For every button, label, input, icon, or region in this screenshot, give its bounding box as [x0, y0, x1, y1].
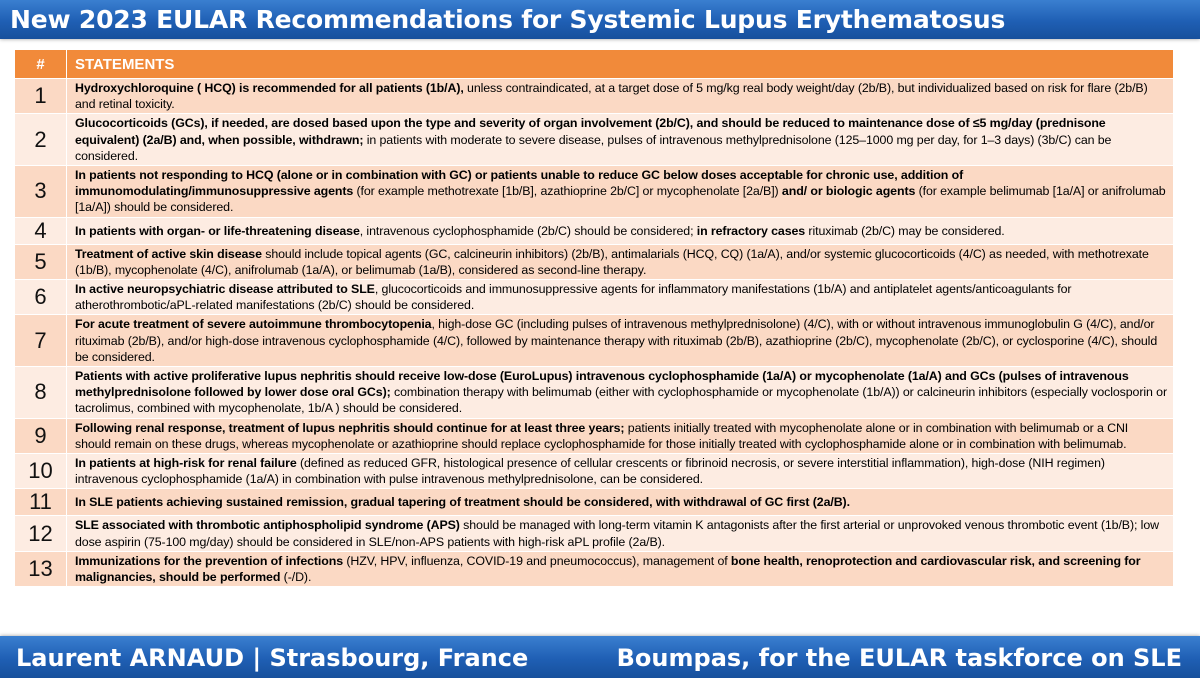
table-row	[15, 166, 1174, 218]
statement-bold-text: In patients not responding to HCQ (alone or in combination with GC) or patients unable to reduce GC below doses acceptable for chronic use, addition of immunomodulating/immunosuppressive agents	[75, 168, 964, 199]
statement-bold-text: In patients with organ- or life-threatening disease	[75, 223, 360, 238]
statement-bold-text: Glucocorticoids (GCs), if needed, are dosed based upon the type and severity of organ involvement (2b/C), and should be reduced to maintenance dose of ≤5 mg/day (prednisone equivalent) (2a/B) and, when possible, withdrawn;	[75, 116, 1106, 147]
table-header-row	[15, 50, 1174, 79]
recommendation-number: 9	[15, 418, 67, 453]
recommendations-table-container	[14, 49, 1173, 587]
recommendation-statement	[67, 551, 1174, 586]
recommendation-statement	[67, 315, 1174, 367]
recommendation-statement	[67, 454, 1174, 489]
statement-bold-text: In patients at high-risk for renal failure	[75, 456, 297, 471]
author-credit: Laurent ARNAUD | Strasbourg, France	[16, 644, 529, 672]
statement-text: patients initially treated with mycophenolate alone or in combination with belimumab or a CNI should remain on these drugs, whereas mycophenolate or azathioprine should replace cyclophosphamide for those initially treated with cyclophosphamide alone or in combination with belimumab.	[75, 420, 1129, 451]
table-row	[15, 280, 1174, 315]
statement-text: (defined as reduced GFR, histological presence of cellular crescents or fibrinoid necrosis, or severe interstitial inflammation), high-dose (NIH regimen) intravenous cyclophosphamide (1a/A) in combination with pulse intravenous methylprednisolone, can be considered.	[75, 456, 1105, 487]
statement-text: (for example methotrexate [1b/B], azathioprine 2b/C] or mycophenolate [2a/B])	[353, 184, 779, 199]
statement-text: should include topical agents (GC, calcineurin inhibitors) (2b/B), antimalarials (HCQ, CQ) (1a/A), and/or systemic glucocorticoids (4/C) as needed, with methotrexate (1b/B), mycophenolate (4/C), anifrolumab (1a/A), or belimumab (1a/B), considered as second-line therapy.	[75, 246, 1149, 277]
statement-text: rituximab (2b/C) may be considered.	[805, 223, 1005, 238]
table-row	[15, 114, 1174, 166]
recommendation-statement	[67, 217, 1174, 244]
recommendation-statement	[67, 418, 1174, 453]
statement-bold-text: For acute treatment of severe autoimmune thrombocytopenia	[75, 317, 432, 332]
statement-bold-text: and/ or biologic agents	[778, 184, 916, 199]
statement-bold-text: SLE associated with thrombotic antiphospholipid syndrome (APS)	[75, 518, 460, 533]
recommendation-statement	[67, 79, 1174, 114]
recommendation-statement	[67, 516, 1174, 551]
table-row	[15, 489, 1174, 516]
recommendations-table	[14, 49, 1174, 587]
statement-bold-text: bone health, renoprotection and cardiovascular risk, and screening for malignancies, should be performed	[75, 553, 1141, 585]
table-row	[15, 367, 1174, 419]
recommendation-number: 4	[15, 217, 67, 244]
statement-text: unless contraindicated, at a target dose of 5 mg/kg real body weight/day (2b/B), but individualized based on risk for flare (2b/B) and retinal toxicity.	[75, 81, 1148, 112]
recommendation-statement	[67, 114, 1174, 166]
statement-text: in patients with moderate to severe disease, pulses of intravenous methylprednisolone (125–1000 mg per day, for 1–3 days) (3b/C) can be considered.	[75, 132, 1112, 163]
table-row	[15, 454, 1174, 489]
statement-bold-text: Hydroxychloroquine ( HCQ) is recommended for all patients (1b/A),	[75, 81, 464, 95]
statement-bold-text: Patients with active proliferative lupus nephritis should receive low-dose (EuroLupus) intravenous cyclophosphamide (1a/A) or mycophenolate (1a/A) and GCs (pulses of intravenous methylprednisolone followed by lower dose oral GCs);	[75, 369, 1129, 400]
table-row	[15, 551, 1174, 586]
title-banner	[0, 0, 1200, 39]
recommendation-number: 11	[15, 489, 67, 516]
source-credit: Boumpas, for the EULAR taskforce on SLE	[616, 644, 1182, 672]
recommendation-statement	[67, 280, 1174, 315]
table-row	[15, 244, 1174, 279]
statement-bold-text: Following renal response, treatment of lupus nephritis should continue for at least three years;	[75, 420, 625, 435]
recommendation-number: 3	[15, 166, 67, 218]
statement-text: combination therapy with belimumab (either with cyclophosphamide or mycophenolate (1b/A)) or calcineurin inhibitors (especially voclosporin or tacrolimus, combined with mycophenolate, 1b/A ) should be considered.	[75, 385, 1167, 416]
statement-bold-text: In active neuropsychiatric disease attributed to SLE	[75, 282, 375, 297]
statement-text: (for example belimumab [1a/A] or anifrolumab [1a/A]) should be considered.	[75, 184, 1166, 215]
statement-text: should be managed with long-term vitamin K antagonists after the first arterial or unprovoked venous thrombotic event (1b/B); low dose aspirin (75-100 mg/day) should be considered in SLE/non-APS patients with high-risk aPL profile (2a/B).	[75, 518, 1159, 549]
statement-text: (HZV, HPV, influenza, COVID-19 and pneumococcus), management of	[343, 553, 731, 568]
column-header-statements: STATEMENTS	[67, 50, 1174, 79]
statement-text: , glucocorticoids and immunosuppressive agents for inflammatory manifestations (1b/A) and antiplatelet agents/anticoagulants for atherothrombotic/aPL-related manifestations (2b/C) should be considered.	[75, 282, 1072, 313]
table-row	[15, 315, 1174, 367]
recommendation-number: 2	[15, 114, 67, 166]
recommendation-number: 8	[15, 367, 67, 419]
statement-text: , high-dose GC (including pulses of intravenous methylprednisolone) (4/C), with or without intravenous immunoglobulin G (4/C), and/or rituximab (2b/B), and/or high-dose intravenous cyclophosphamide (4/C), followed by maintenance therapy with rituximab (2b/B), azathioprine (2b/C), mycophenolate (2b/C), or cyclosporine (4/C), should be considered.	[75, 317, 1158, 364]
statement-text: (-/D).	[280, 570, 312, 585]
statement-bold-text: In SLE patients achieving sustained remission, gradual tapering of treatment should be considered, with withdrawal of GC first (2a/B).	[75, 495, 850, 510]
recommendation-statement	[67, 489, 1174, 516]
recommendation-number: 6	[15, 280, 67, 315]
page-title: New 2023 EULAR Recommendations for Systemic Lupus Erythematosus	[10, 5, 1006, 34]
table-row	[15, 516, 1174, 551]
table-row	[15, 79, 1174, 114]
recommendation-statement	[67, 166, 1174, 218]
footer-banner	[0, 636, 1200, 678]
recommendation-number: 13	[15, 551, 67, 586]
table-row	[15, 217, 1174, 244]
statement-text: , intravenous cyclophosphamide (2b/C) should be considered;	[359, 223, 697, 238]
recommendation-number: 12	[15, 516, 67, 551]
recommendation-statement	[67, 367, 1174, 419]
statement-bold-text: Treatment of active skin disease	[75, 246, 262, 261]
statement-bold-text: in refractory cases	[696, 223, 806, 238]
recommendation-statement	[67, 244, 1174, 279]
table-body	[15, 79, 1174, 587]
statement-bold-text: Immunizations for the prevention of infections	[75, 553, 344, 568]
table-row	[15, 418, 1174, 453]
recommendation-number: 5	[15, 244, 67, 279]
recommendation-number: 10	[15, 454, 67, 489]
recommendation-number: 1	[15, 79, 67, 114]
column-header-number: #	[15, 50, 67, 79]
recommendation-number: 7	[15, 315, 67, 367]
